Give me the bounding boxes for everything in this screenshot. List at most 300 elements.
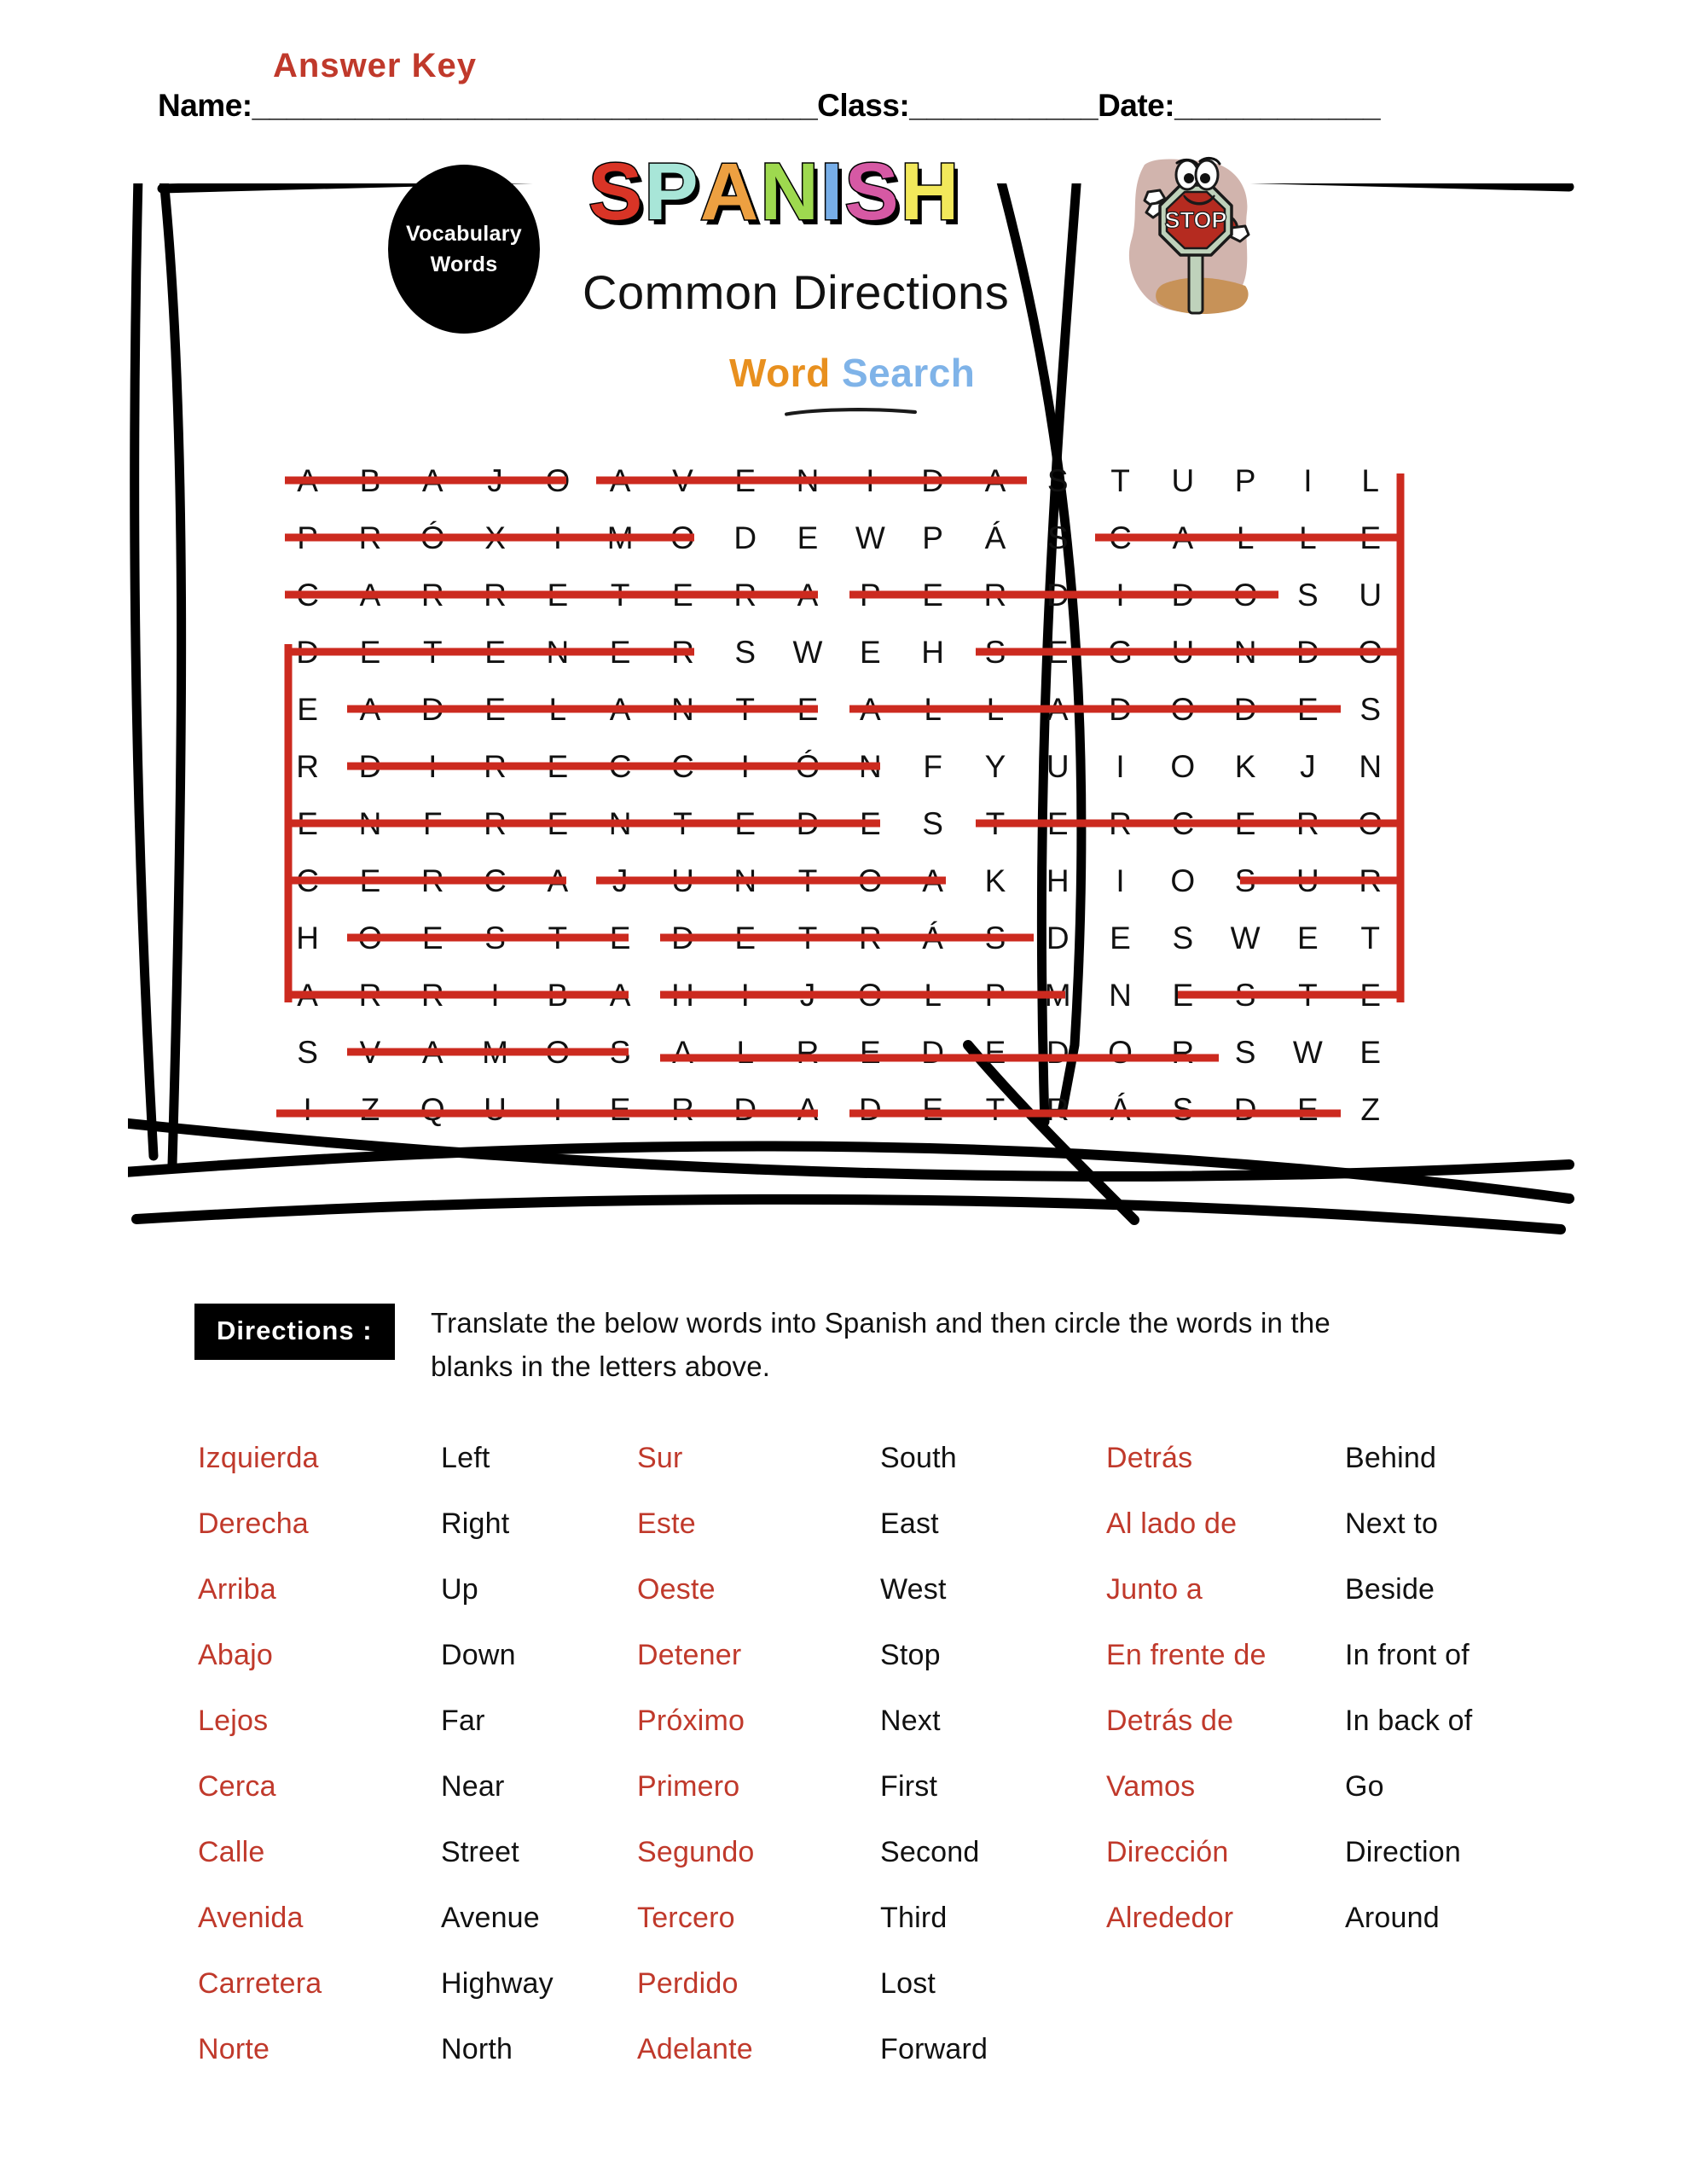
grid-cell[interactable]: M [1044, 977, 1071, 1013]
grid-cell[interactable]: R [358, 520, 382, 555]
grid-cell[interactable]: C [1171, 805, 1195, 841]
grid-cell[interactable]: W [855, 520, 885, 555]
grid-cell[interactable]: C [608, 748, 632, 784]
grid-cell[interactable]: D [1296, 634, 1319, 670]
grid-cell[interactable]: C [671, 748, 694, 784]
student-info-bar [158, 47, 1539, 141]
grid-cell[interactable]: L [548, 691, 567, 727]
grid-cell[interactable]: S [1234, 863, 1256, 898]
grid-cell[interactable]: T [797, 863, 818, 898]
grid-row [276, 1024, 1402, 1081]
grid-cell[interactable]: S [1172, 1091, 1194, 1127]
grid-cell[interactable]: R [484, 748, 507, 784]
grid-cell[interactable]: P [922, 520, 943, 555]
grid-cell[interactable]: C [484, 863, 507, 898]
vocab-english: Second [880, 1836, 980, 1868]
grid-cell[interactable]: F [923, 748, 942, 784]
grid-cell[interactable]: E [547, 805, 569, 841]
grid-cell[interactable]: T [610, 577, 630, 613]
vocab-spanish: Perdido [637, 1967, 739, 2000]
vocabulary-badge-line1: Vocabulary [406, 221, 522, 246]
grid-cell[interactable]: R [484, 577, 507, 613]
grid-cell[interactable]: I [1116, 863, 1125, 898]
vocab-english: Forward [880, 2033, 988, 2065]
vocab-spanish: Avenida [198, 1902, 304, 1934]
grid-cell[interactable]: J [1300, 748, 1316, 784]
grid-cell[interactable]: U [484, 1091, 507, 1127]
vocab-english: Behind [1345, 1442, 1437, 1474]
grid-cell[interactable]: L [986, 691, 1005, 727]
grid-cell[interactable]: D [1109, 691, 1132, 727]
grid-cell[interactable]: E [1359, 520, 1382, 555]
grid-cell[interactable]: I [428, 748, 438, 784]
vocab-spanish: Tercero [637, 1902, 735, 1934]
grid-cell[interactable]: I [553, 520, 562, 555]
grid-cell[interactable]: O [1170, 691, 1196, 727]
grid-cell[interactable]: Á [984, 520, 1006, 555]
grid-cell[interactable]: D [921, 1034, 944, 1070]
vocab-english: Around [1345, 1902, 1440, 1934]
grid-cell[interactable]: R [1359, 863, 1383, 898]
grid-cell[interactable]: X [484, 520, 506, 555]
grid-cell[interactable]: W [792, 634, 823, 670]
grid-cell[interactable]: D [921, 462, 944, 498]
vocab-spanish: Junto a [1106, 1573, 1203, 1606]
word-search-word-part: Word [729, 351, 831, 395]
grid-cell[interactable]: T [735, 691, 756, 727]
grid-cell[interactable]: E [1359, 1034, 1382, 1070]
vocab-spanish: Detrás [1106, 1442, 1193, 1474]
grid-row [276, 795, 1402, 852]
grid-cell[interactable]: T [673, 805, 693, 841]
grid-cell[interactable]: S [1046, 462, 1069, 498]
grid-cell[interactable]: U [671, 863, 694, 898]
vocab-spanish: Lejos [198, 1705, 269, 1737]
vocab-spanish: En frente de [1106, 1639, 1267, 1671]
vocab-spanish: Este [637, 1507, 696, 1540]
grid-cell[interactable]: L [736, 1034, 755, 1070]
grid-cell[interactable]: R [420, 977, 444, 1013]
grid-cell[interactable]: A [359, 577, 381, 613]
grid-cell[interactable]: E [297, 691, 318, 727]
grid-cell[interactable]: E [1297, 920, 1319, 956]
grid-cell[interactable]: R [796, 1034, 820, 1070]
grid-cell[interactable]: K [984, 863, 1006, 898]
vocab-spanish: Adelante [637, 2033, 753, 2065]
grid-row [276, 681, 1402, 738]
grid-cell[interactable]: O [545, 462, 571, 498]
grid-cell[interactable]: L [1299, 520, 1317, 555]
vocabulary-row [198, 1836, 1562, 1902]
grid-cell[interactable]: E [797, 691, 819, 727]
grid-cell[interactable]: S [1234, 1034, 1256, 1070]
grid-cell[interactable]: C [296, 863, 320, 898]
grid-cell[interactable]: G [1108, 634, 1133, 670]
grid-cell[interactable]: E [922, 1091, 943, 1127]
spanish-title [588, 147, 961, 237]
grid-cell[interactable]: R [420, 577, 444, 613]
vocabulary-row [198, 1639, 1562, 1705]
grid-cell[interactable]: R [671, 634, 694, 670]
grid-cell[interactable]: E [1172, 977, 1194, 1013]
grid-cell[interactable]: L [924, 977, 942, 1013]
grid-cell[interactable]: A [547, 863, 569, 898]
grid-cell[interactable]: E [1234, 805, 1256, 841]
grid-cell[interactable]: D [1171, 577, 1195, 613]
grid-cell[interactable]: O [357, 920, 383, 956]
vocab-spanish: Cerca [198, 1770, 276, 1803]
vocab-english: Down [441, 1639, 516, 1671]
spanish-title-letter-5: S [844, 147, 901, 237]
grid-cell[interactable]: A [297, 462, 318, 498]
vocab-english: Avenue [441, 1902, 540, 1934]
directions-text: Translate the below words into Spanish and then circle the words in the blanks in the letters above. [431, 1307, 1330, 1383]
vocab-english: Next to [1345, 1507, 1439, 1540]
grid-cell[interactable]: E [359, 634, 381, 670]
spanish-title-letter-4: I [820, 147, 845, 237]
grid-cell[interactable]: D [420, 691, 444, 727]
grid-cell[interactable]: R [420, 863, 444, 898]
grid-cell[interactable]: O [1108, 1034, 1133, 1070]
spanish-title-letter-3: N [760, 147, 820, 237]
grid-cell[interactable]: R [296, 748, 320, 784]
grid-cell[interactable]: U [1046, 748, 1070, 784]
vocabulary-row [198, 2033, 1562, 2099]
grid-cell[interactable]: B [359, 462, 381, 498]
grid-cell[interactable]: I [303, 1091, 312, 1127]
grid-cell[interactable]: E [1046, 634, 1069, 670]
spanish-title-letter-2: A [699, 147, 761, 237]
grid-cell[interactable]: O [1170, 863, 1196, 898]
grid-cell[interactable]: N [1233, 634, 1257, 670]
grid-cell[interactable]: L [1361, 462, 1379, 498]
grid-cell[interactable]: O [1358, 634, 1383, 670]
grid-cell[interactable]: S [734, 634, 757, 670]
vocabulary-list [198, 1442, 1562, 2099]
grid-cell[interactable]: D [296, 634, 320, 670]
vocabulary-row [198, 1573, 1562, 1639]
vocabulary-row [198, 1442, 1562, 1507]
grid-cell[interactable]: D [1046, 1034, 1070, 1070]
grid-cell[interactable]: T [1110, 462, 1130, 498]
grid-cell[interactable]: O [1358, 805, 1383, 841]
vocab-spanish [1106, 1967, 1345, 2033]
grid-cell[interactable]: I [866, 462, 875, 498]
grid-cell[interactable]: O [1232, 577, 1258, 613]
grid-cell[interactable]: R [484, 805, 507, 841]
vocab-spanish: Segundo [637, 1836, 755, 1868]
grid-cell[interactable]: E [859, 805, 881, 841]
vocab-spanish: Izquierda [198, 1442, 319, 1474]
grid-row [276, 566, 1402, 624]
vocab-spanish: Vamos [1106, 1770, 1196, 1803]
grid-cell[interactable]: E [1359, 977, 1382, 1013]
vocab-spanish: Próximo [637, 1705, 745, 1737]
grid-cell[interactable]: E [547, 577, 569, 613]
grid-cell[interactable]: A [797, 577, 819, 613]
grid-cell[interactable]: J [799, 977, 816, 1013]
grid-cell[interactable]: S [297, 1034, 318, 1070]
grid-cell[interactable]: E [484, 691, 506, 727]
grid-cell[interactable]: Q [420, 1091, 445, 1127]
grid-cell[interactable]: O [545, 1034, 571, 1070]
grid-cell[interactable]: E [922, 577, 943, 613]
vocabulary-row [198, 1507, 1562, 1573]
vocab-english: East [880, 1507, 939, 1540]
grid-cell[interactable]: K [1234, 748, 1256, 784]
grid-cell[interactable]: O [857, 977, 883, 1013]
grid-cell[interactable]: C [1109, 520, 1132, 555]
vocab-spanish: Arriba [198, 1573, 276, 1606]
grid-cell[interactable]: D [1233, 691, 1257, 727]
vocab-english: Beside [1345, 1573, 1435, 1606]
grid-cell[interactable]: E [1297, 691, 1319, 727]
grid-cell[interactable]: D [796, 805, 820, 841]
spanish-title-letter-6: H [900, 147, 961, 237]
vocab-spanish: Derecha [198, 1507, 309, 1540]
vocab-english: Direction [1345, 1836, 1461, 1868]
grid-cell[interactable]: T [1360, 920, 1380, 956]
vocab-spanish: Alrededor [1106, 1902, 1234, 1934]
grid-cell[interactable]: S [1359, 691, 1382, 727]
vocab-english: First [880, 1770, 938, 1803]
grid-cell[interactable]: T [985, 805, 1006, 841]
vocab-spanish [1106, 2033, 1345, 2099]
grid-cell[interactable]: A [859, 691, 881, 727]
vocabulary-row [198, 1705, 1562, 1770]
grid-cell[interactable]: D [1046, 577, 1070, 613]
grid-cell[interactable]: Z [1360, 1091, 1380, 1127]
grid-cell[interactable]: A [984, 462, 1006, 498]
grid-cell[interactable]: Y [984, 748, 1006, 784]
vocab-english: Near [441, 1770, 505, 1803]
grid-cell[interactable]: S [984, 920, 1006, 956]
grid-cell[interactable]: Á [922, 920, 943, 956]
grid-cell[interactable]: T [1298, 977, 1318, 1013]
vocab-english: Go [1345, 1770, 1384, 1803]
vocab-english: Highway [441, 1967, 554, 2000]
grid-cell[interactable]: U [1171, 462, 1195, 498]
grid-cell[interactable]: W [1230, 920, 1261, 956]
grid-cell[interactable]: A [421, 462, 443, 498]
grid-cell[interactable]: D [1233, 1091, 1257, 1127]
grid-cell[interactable]: Z [360, 1091, 380, 1127]
vocab-english: Street [441, 1836, 519, 1868]
vocab-spanish: Detrás de [1106, 1705, 1234, 1737]
grid-cell[interactable]: L [1236, 520, 1255, 555]
grid-cell[interactable]: P [984, 977, 1006, 1013]
grid-cell[interactable]: P [297, 520, 318, 555]
grid-row [276, 509, 1402, 566]
grid-cell[interactable]: N [1359, 748, 1383, 784]
grid-cell[interactable]: T [797, 920, 818, 956]
grid-cell[interactable]: C [296, 577, 320, 613]
vocab-english: South [880, 1442, 957, 1474]
grid-cell[interactable]: I [1116, 748, 1125, 784]
grid-cell[interactable]: I [740, 977, 750, 1013]
grid-cell[interactable]: R [983, 577, 1007, 613]
grid-cell[interactable]: T [985, 1091, 1006, 1127]
grid-cell[interactable]: R [1296, 805, 1319, 841]
grid-cell[interactable]: A [1046, 691, 1069, 727]
grid-cell[interactable]: E [484, 634, 506, 670]
vocab-english: Lost [880, 1967, 936, 2000]
grid-cell[interactable]: E [984, 1034, 1006, 1070]
grid-cell[interactable]: N [671, 691, 694, 727]
grid-cell[interactable]: H [296, 920, 320, 956]
grid-cell[interactable]: E [421, 920, 443, 956]
grid-cell[interactable]: A [297, 977, 318, 1013]
grid-cell[interactable]: M [606, 520, 634, 555]
vocabulary-words-badge [388, 165, 540, 334]
vocab-spanish: Detener [637, 1639, 742, 1671]
grid-cell[interactable]: A [609, 977, 631, 1013]
grid-cell[interactable]: J [487, 462, 503, 498]
vocab-english [1345, 1967, 1562, 2033]
grid-cell[interactable]: N [858, 748, 882, 784]
grid-cell[interactable]: U [1359, 577, 1383, 613]
grid-cell[interactable]: D [358, 748, 382, 784]
grid-cell[interactable]: O [857, 863, 883, 898]
grid-cell[interactable]: O [1170, 748, 1196, 784]
grid-cell[interactable]: A [672, 1034, 693, 1070]
word-search-grid [276, 452, 1402, 1138]
grid-cell[interactable]: A [922, 863, 943, 898]
grid-cell[interactable]: E [797, 520, 819, 555]
grid-cell[interactable]: N [796, 462, 820, 498]
grid-cell[interactable]: I [1303, 462, 1313, 498]
word-search-underline [772, 408, 930, 416]
grid-cell[interactable]: A [359, 691, 381, 727]
grid-cell[interactable]: S [1297, 577, 1319, 613]
word-search-search-part: Search [841, 351, 976, 395]
grid-cell[interactable]: M [482, 1034, 508, 1070]
grid-cell[interactable]: E [1046, 805, 1069, 841]
grid-cell[interactable]: R [1171, 1034, 1195, 1070]
answer-key-label: Answer Key [273, 47, 477, 84]
grid-cell[interactable]: H [1046, 863, 1070, 898]
grid-cell[interactable]: E [734, 920, 757, 956]
grid-cell[interactable]: N [546, 634, 570, 670]
grid-cell[interactable]: D [671, 920, 694, 956]
grid-cell[interactable]: S [609, 1034, 631, 1070]
grid-cell[interactable]: T [548, 920, 568, 956]
grid-cell[interactable]: P [859, 577, 881, 613]
vocab-spanish: Norte [198, 2033, 270, 2065]
grid-cell[interactable]: N [608, 805, 632, 841]
grid-cell[interactable]: E [734, 462, 757, 498]
grid-cell[interactable]: S [1172, 920, 1194, 956]
grid-cell[interactable]: A [609, 462, 631, 498]
grid-cell[interactable]: N [358, 805, 382, 841]
grid-cell[interactable]: I [1116, 577, 1125, 613]
grid-cell[interactable]: U [1296, 863, 1319, 898]
grid-cell[interactable]: E [359, 863, 381, 898]
grid-cell[interactable]: E [859, 634, 881, 670]
vocab-spanish: Oeste [637, 1573, 716, 1606]
grid-cell[interactable]: V [359, 1034, 381, 1070]
grid-cell[interactable]: R [358, 977, 382, 1013]
grid-cell[interactable]: R [1046, 1091, 1070, 1127]
grid-cell[interactable]: E [859, 1034, 881, 1070]
grid-cell[interactable]: B [547, 977, 569, 1013]
grid-cell[interactable]: J [612, 863, 629, 898]
grid-cell[interactable]: A [797, 1091, 819, 1127]
vocab-english: Far [441, 1705, 485, 1737]
grid-cell[interactable]: E [547, 748, 569, 784]
grid-cell[interactable]: S [484, 920, 506, 956]
grid-cell[interactable]: V [672, 462, 693, 498]
grid-cell[interactable]: S [984, 634, 1006, 670]
grid-cell[interactable]: E [609, 1091, 631, 1127]
vocab-spanish: Primero [637, 1770, 740, 1803]
vocabulary-row [198, 1770, 1562, 1836]
grid-cell[interactable]: E [297, 805, 318, 841]
grid-cell[interactable]: H [671, 977, 694, 1013]
grid-cell[interactable]: O [670, 520, 695, 555]
grid-cell[interactable]: R [858, 920, 882, 956]
grid-cell[interactable]: A [609, 691, 631, 727]
grid-row [276, 1081, 1402, 1138]
grid-cell[interactable]: D [858, 1091, 882, 1127]
stop-sign-icon [1119, 156, 1272, 327]
grid-cell[interactable]: E [609, 634, 631, 670]
vocab-english: West [880, 1573, 947, 1606]
vocab-english: Left [441, 1442, 490, 1474]
vocab-english: Right [441, 1507, 510, 1540]
vocab-spanish: Dirección [1106, 1836, 1229, 1868]
grid-cell[interactable]: H [921, 634, 944, 670]
grid-row [276, 738, 1402, 795]
grid-cell[interactable]: Ó [795, 748, 820, 784]
grid-cell[interactable]: I [490, 977, 500, 1013]
grid-cell[interactable]: E [1110, 920, 1131, 956]
grid-cell[interactable]: W [1292, 1034, 1323, 1070]
grid-cell[interactable]: S [1046, 520, 1069, 555]
grid-cell[interactable]: N [733, 863, 757, 898]
vocab-spanish: Al lado de [1106, 1507, 1238, 1540]
grid-cell[interactable]: L [924, 691, 942, 727]
grid-cell[interactable]: R [671, 1091, 694, 1127]
grid-cell[interactable]: E [1297, 1091, 1319, 1127]
grid-cell[interactable]: D [733, 1091, 757, 1127]
grid-cell[interactable]: N [1109, 977, 1132, 1013]
grid-cell[interactable]: I [740, 748, 750, 784]
grid-cell[interactable]: S [1234, 977, 1256, 1013]
grid-cell[interactable]: U [1171, 634, 1195, 670]
vocab-spanish: Abajo [198, 1639, 273, 1671]
grid-cell[interactable]: R [1109, 805, 1132, 841]
grid-cell[interactable]: E [609, 920, 631, 956]
grid-cell[interactable]: F [422, 805, 443, 841]
grid-cell[interactable]: P [1234, 462, 1256, 498]
grid-cell[interactable]: A [421, 1034, 443, 1070]
grid-cell[interactable]: Ó [420, 520, 445, 555]
grid-cell[interactable]: D [733, 520, 757, 555]
grid-cell[interactable]: A [1172, 520, 1194, 555]
grid-cell[interactable]: R [733, 577, 757, 613]
grid-cell[interactable]: E [734, 805, 757, 841]
grid-cell[interactable]: I [553, 1091, 562, 1127]
grid-cell[interactable]: S [922, 805, 943, 841]
grid-cell[interactable]: T [422, 634, 443, 670]
vocabulary-row [198, 1967, 1562, 2033]
grid-cell[interactable]: D [1046, 920, 1070, 956]
grid-cell[interactable]: E [672, 577, 693, 613]
vocab-english: In front of [1345, 1639, 1470, 1671]
grid-row [276, 452, 1402, 509]
grid-cell[interactable]: Á [1110, 1091, 1131, 1127]
